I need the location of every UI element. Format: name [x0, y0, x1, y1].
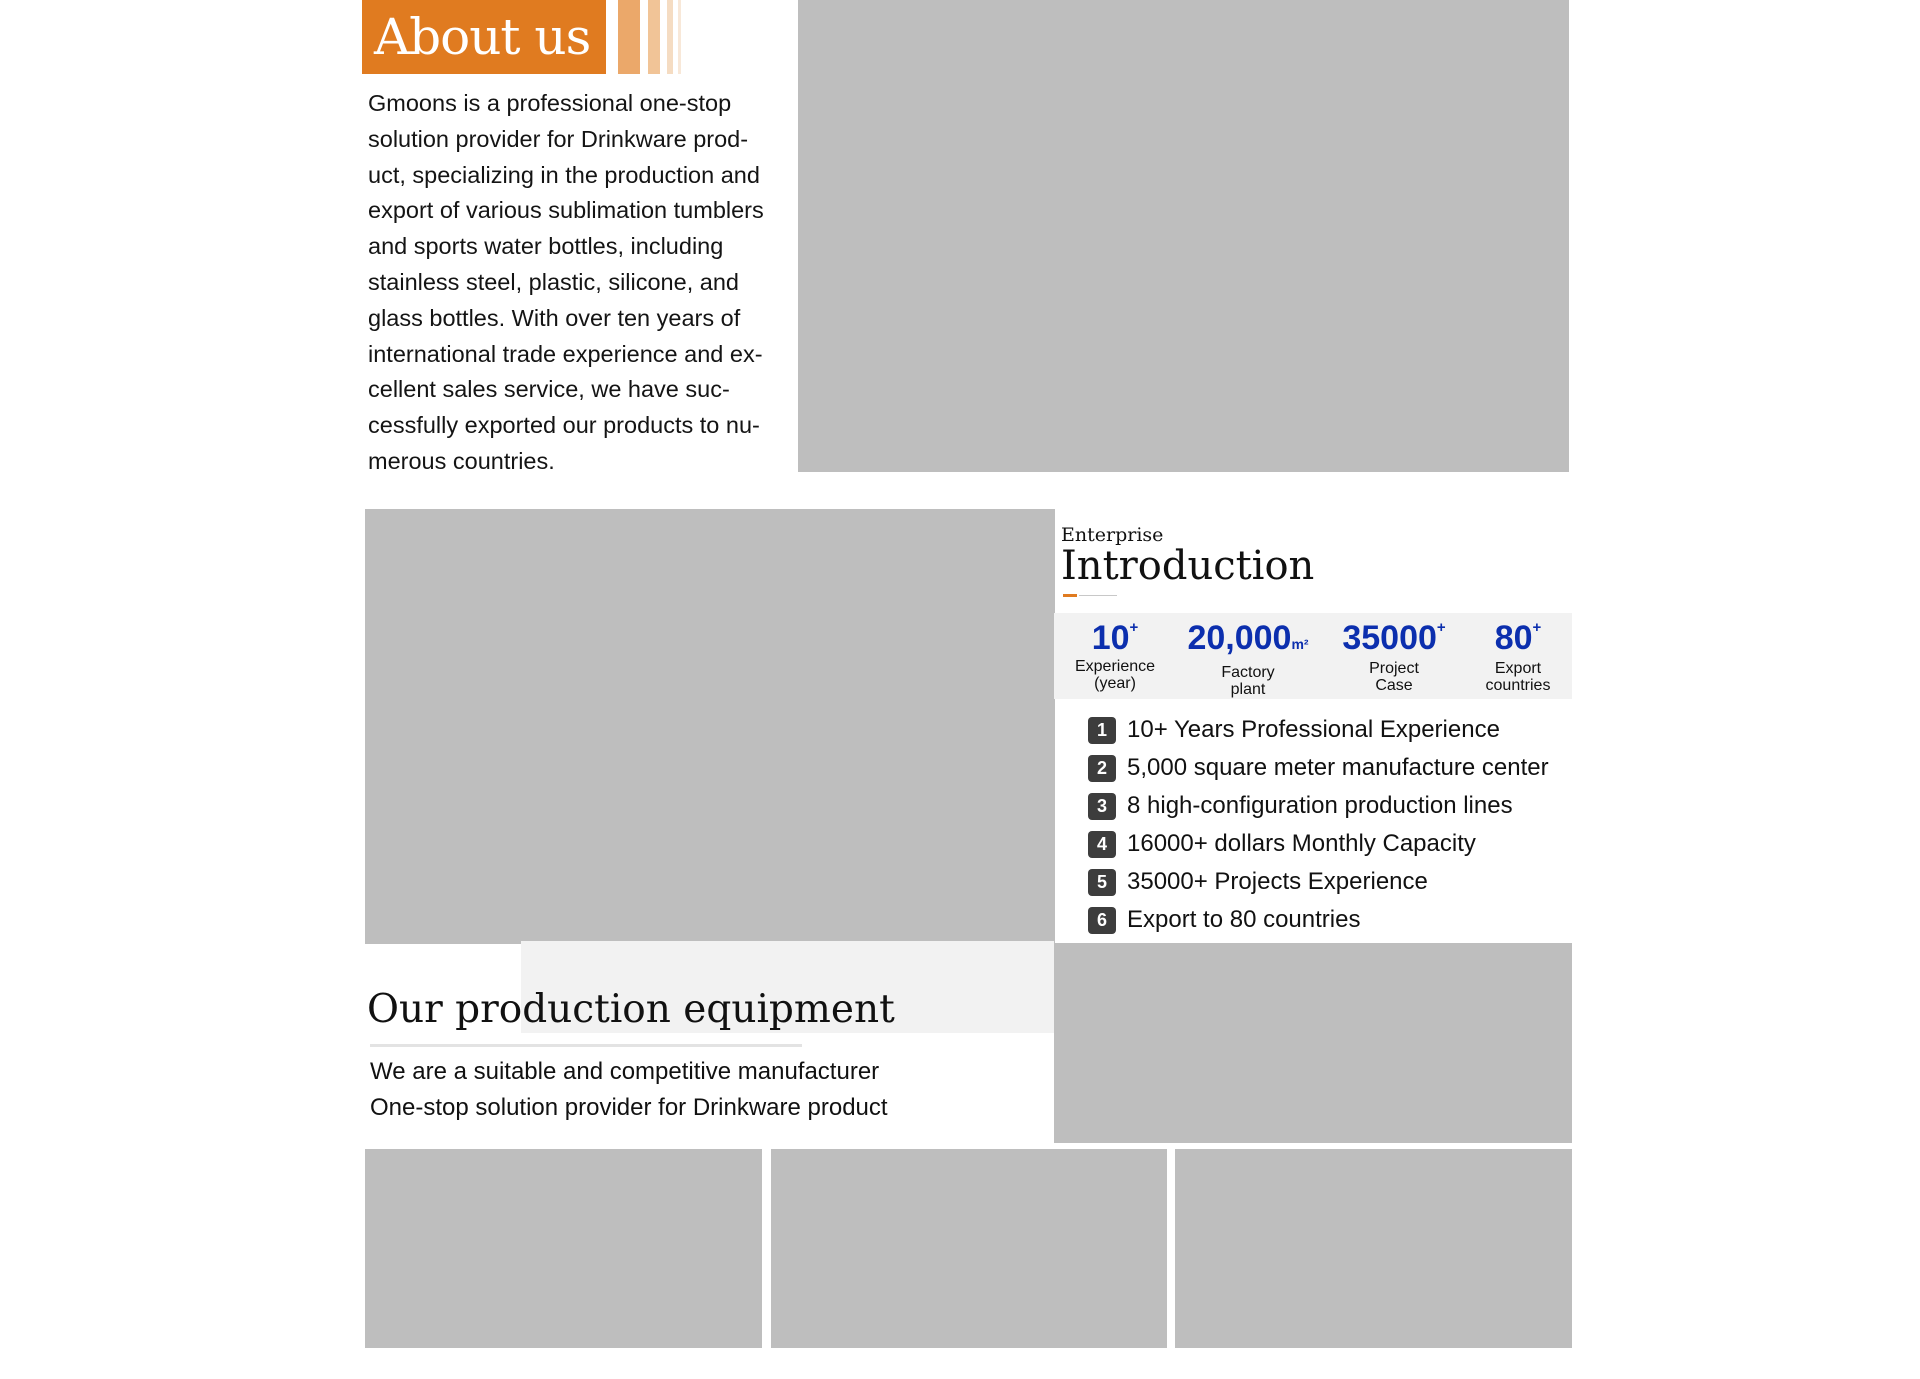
feature-list	[1088, 711, 1588, 939]
number-badge: 3	[1088, 793, 1116, 820]
stat-projects	[1334, 613, 1454, 694]
list-item	[1088, 711, 1588, 749]
number-badge: 5	[1088, 869, 1116, 896]
about-us-title: About us	[374, 8, 591, 66]
about-us-description: Gmoons is a professional one-stop solution provider for Drinkware prod- uct, specializing in the production and export of various sublimation tumblers and sports water bottles, including stainless steel, plastic, silicone, and glass bottles. With over ten years of international trade experience and ex- cellent sales service, we have suc- cessfully exported our products to nu- merous countries.	[368, 90, 764, 474]
decorative-stripe	[667, 0, 673, 74]
enterprise-title: Introduction	[1061, 543, 1315, 589]
list-item	[1088, 901, 1588, 939]
number-badge: 4	[1088, 831, 1116, 858]
stat-label: Factory plant	[1221, 664, 1275, 698]
number-badge: 1	[1088, 717, 1116, 744]
feature-text: 5,000 square meter manufacture center	[1127, 754, 1549, 781]
equipment-line-2: One-stop solution provider for Drinkware product	[370, 1094, 888, 1121]
enterprise-image-placeholder	[365, 509, 1055, 944]
title-divider-line	[1079, 595, 1117, 596]
stat-label: Export countries	[1485, 660, 1551, 694]
stat-value: 10+	[1091, 619, 1139, 657]
list-item	[1088, 825, 1588, 863]
feature-text: 16000+ dollars Monthly Capacity	[1127, 830, 1476, 857]
stat-label: Experience (year)	[1074, 658, 1156, 692]
equipment-divider-line	[370, 1044, 802, 1047]
decorative-stripe	[648, 0, 660, 74]
equipment-title: Our production equipment	[367, 987, 895, 1032]
feature-text: 10+ Years Professional Experience	[1127, 716, 1500, 743]
enterprise-kicker: Enterprise	[1061, 524, 1164, 546]
stat-label: Project Case	[1369, 660, 1419, 694]
list-item	[1088, 749, 1588, 787]
about-us-header	[362, 0, 606, 74]
feature-text: Export to 80 countries	[1127, 906, 1361, 933]
stats-bar	[1054, 613, 1572, 699]
stat-value: 35000+	[1342, 619, 1446, 657]
number-badge: 6	[1088, 907, 1116, 934]
equipment-description	[370, 1054, 888, 1126]
feature-text: 8 high-configuration production lines	[1127, 792, 1513, 819]
stat-value: 20,000m²	[1187, 619, 1309, 657]
decorative-stripe	[678, 0, 681, 74]
equipment-image-placeholder	[1054, 943, 1572, 1143]
number-badge: 2	[1088, 755, 1116, 782]
list-item	[1088, 787, 1588, 825]
gallery-image-placeholder	[771, 1149, 1167, 1348]
stat-countries	[1472, 613, 1564, 694]
list-item	[1088, 863, 1588, 901]
factory-image-placeholder	[798, 0, 1569, 472]
stat-experience	[1064, 613, 1166, 692]
decorative-stripe	[618, 0, 640, 74]
equipment-line-1: We are a suitable and competitive manufacturer	[370, 1058, 880, 1085]
feature-text: 35000+ Projects Experience	[1127, 868, 1428, 895]
title-accent-line	[1063, 594, 1077, 597]
stat-value: 80+	[1494, 619, 1542, 657]
stat-factory	[1178, 613, 1318, 698]
gallery-image-placeholder	[1175, 1149, 1572, 1348]
gallery-image-placeholder	[365, 1149, 762, 1348]
